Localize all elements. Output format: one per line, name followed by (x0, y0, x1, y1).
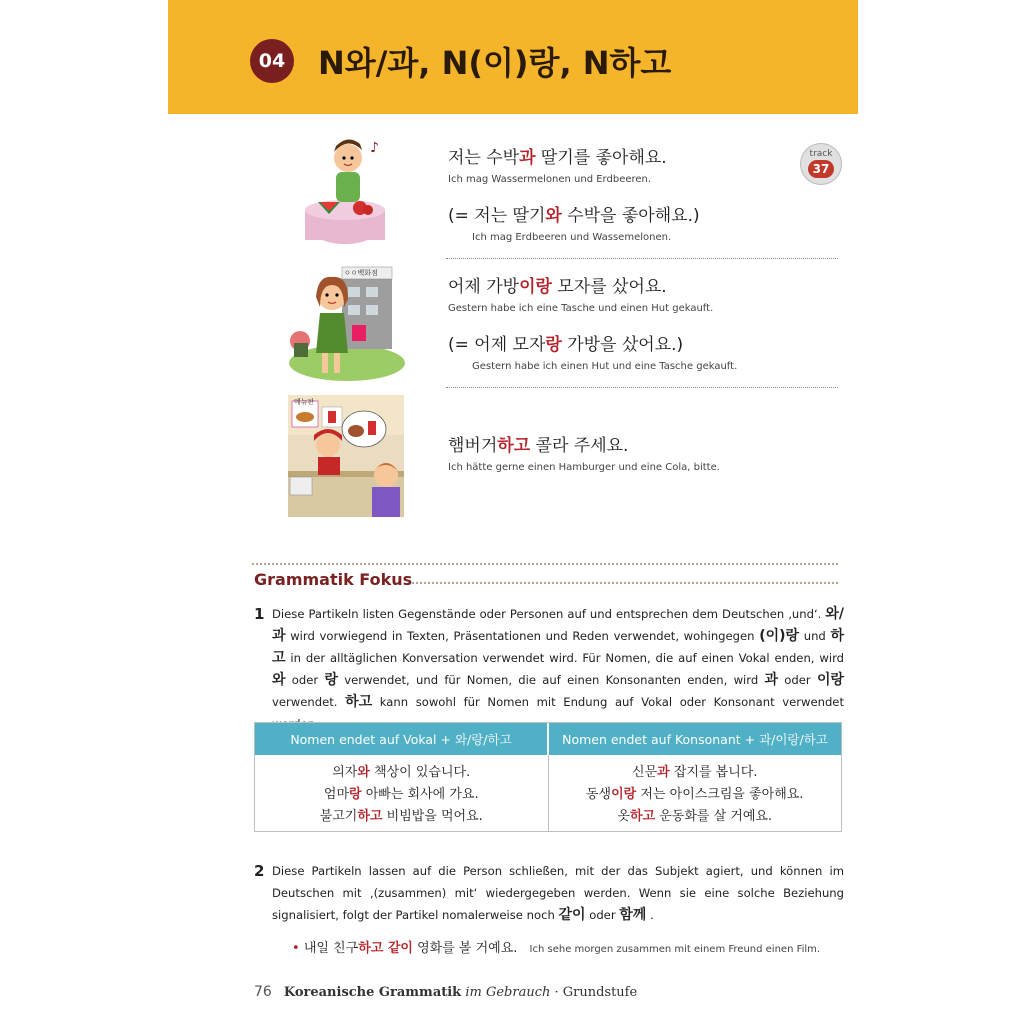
example-3 (448, 272, 713, 314)
example-korean: 어제 가방이랑 모자를 샀어요. (448, 277, 667, 297)
store-sign: ㅇㅇ백화점 (344, 269, 378, 277)
grammar-point-2 (254, 860, 844, 926)
example-1 (448, 143, 667, 185)
table-row: 옷하고 운동화를 살 거예요. (617, 809, 773, 824)
section-dotted-line (412, 582, 838, 584)
example-divider (446, 387, 838, 388)
page-number: 76 (254, 984, 272, 1000)
example-korean: (= 어제 모자랑 가방을 샀어요.) (448, 335, 684, 355)
bullet-icon: • (292, 941, 300, 956)
fastfood-counter-illustration (288, 395, 404, 517)
example-german: Gestern habe ich eine Tasche und einen Hut gekauft. (448, 303, 714, 314)
table-header-row (255, 723, 841, 755)
point-number: 1 (254, 605, 265, 623)
example-german: Ich hätte gerne einen Hamburger und eine Cola, bitte. (448, 462, 720, 473)
example-2 (448, 201, 700, 243)
example-german: Ich mag Erdbeeren und Wassemelonen. (472, 232, 672, 243)
point-text: Diese Partikeln listen Gegenstände oder Personen auf und entsprechen dem Deutschen ‚und‘. 와/과 wird vorwiegend in Texten, Präsentationen und Reden verwendet, wohingegen (이)랑 und 하고 in der alltäglichen Konversation verwendet wird. Für Nomen, die auf einen Vokal enden, wird 와 oder 랑 verwendet, und für Nomen, die auf einen Konsonanten enden, wird 과 oder 이랑 verwendet. 하고 kann sowohl für Nomen mit Endung auf Vokal oder Konsonant verwendet (272, 606, 844, 710)
point-text: Diese Partikeln lassen auf die Person schließen, mit der das Subjekt agiert, und können im Deutschen mit ‚(zusammen) mit‘ wiedergegeben werden. Wenn sie eine solche Beziehung signalisiert, folgt der Partikel nomalerweise noch 같이 oder 함께 . (272, 864, 844, 923)
menu-sign: 메뉴판 (294, 398, 315, 406)
section-title: Grammatik Fokus (254, 570, 413, 589)
bullet-example: • 내일 친구하고 같이 영화를 볼 거예요. Ich sehe morgen zusammen mit einem Freund einen Film. (292, 941, 821, 956)
table-row: 의자와 책상이 있습니다. (332, 765, 471, 780)
example-korean: 저는 수박과 딸기를 좋아해요. (448, 148, 667, 168)
example-german: Gestern habe ich einen Hut und eine Tasche gekauft. (472, 361, 738, 372)
woman-shopping-illustration (286, 265, 408, 383)
track-number: 37 (808, 160, 834, 178)
table-header-consonant: Nomen endet auf Konsonant + 과/이랑/하고 (549, 723, 841, 755)
table-header-vowel: Nomen endet auf Vokal + 와/랑/하고 (255, 723, 549, 755)
man-with-watermelon-illustration (300, 132, 390, 247)
table-column-consonant (549, 755, 842, 831)
chapter-number-badge: 04 (250, 39, 294, 83)
table-row: 신문과 잡지를 봅니다. (632, 765, 758, 780)
grammar-point-1 (254, 603, 844, 735)
example-korean: (= 저는 딸기와 수박을 좋아해요.) (448, 206, 700, 226)
example-korean: 햄버거하고 콜라 주세요. (448, 436, 629, 456)
example-4 (448, 330, 737, 372)
example-5 (448, 431, 720, 473)
particle-table (254, 722, 842, 832)
point-number: 2 (254, 862, 265, 880)
example-divider (446, 258, 838, 259)
table-row: 엄마랑 아빠는 회사에 가요. (323, 787, 479, 802)
table-row: 동생이랑 저는 아이스크림을 좋아해요. (586, 787, 804, 802)
page-footer: 76 Koreanische Grammatik im Gebrauch · Grundstufe (254, 984, 638, 1000)
section-dotted-line (252, 563, 838, 565)
table-column-vowel (255, 755, 549, 831)
chapter-header (168, 0, 858, 114)
example-german: Ich sehe morgen zusammen mit einem Freund einen Film. (529, 944, 821, 955)
audio-track-badge[interactable] (800, 143, 842, 185)
chapter-title: N와/과, N(이)랑, N하고 (318, 44, 672, 82)
svg-text:♪: ♪ (370, 140, 379, 156)
table-body (255, 755, 841, 831)
page (168, 0, 858, 1024)
track-label: track (809, 149, 833, 159)
table-row: 불고기하고 비빔밥을 먹어요. (319, 809, 483, 824)
example-german: Ich mag Wassermelonen und Erdbeeren. (448, 174, 652, 185)
